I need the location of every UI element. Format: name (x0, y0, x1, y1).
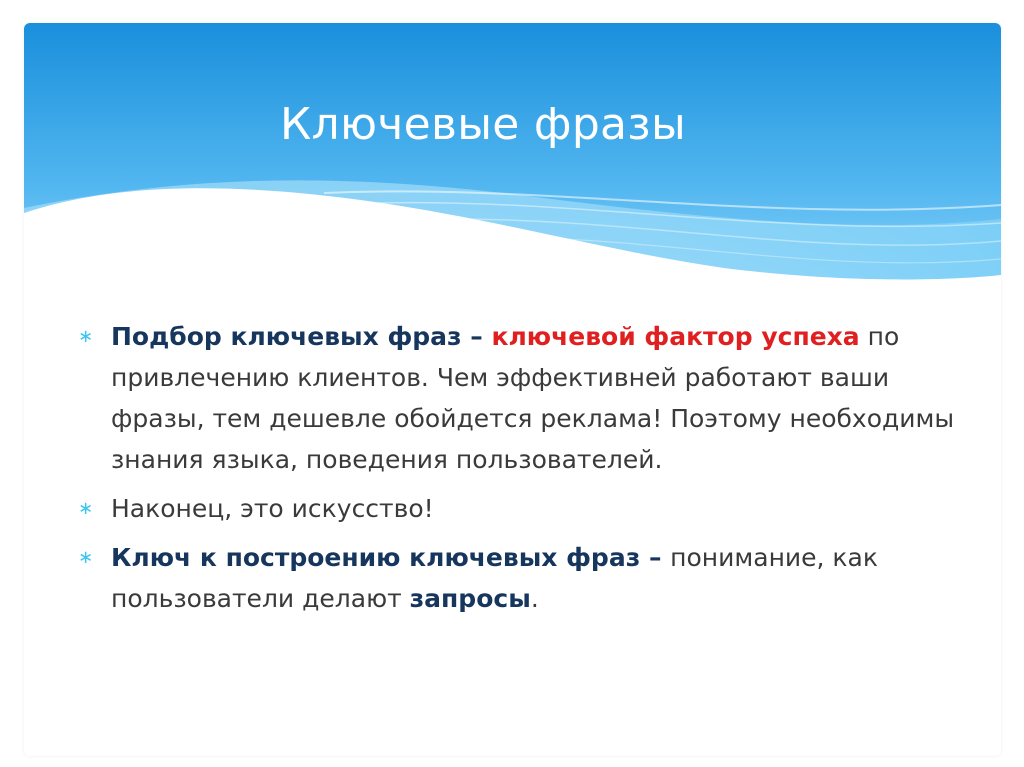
bullet-text: Наконец, это искусство! (111, 494, 434, 523)
presentation-slide (24, 23, 1001, 756)
asterisk-bullet-icon: ∗ (78, 326, 94, 347)
asterisk-bullet-icon: ∗ (78, 547, 94, 568)
bullet-text: понимание, как пользователи делают (111, 543, 878, 613)
slide-title: Ключевые фразы (280, 99, 687, 150)
bullet-text: . (530, 584, 539, 613)
bullet-text-dash: – (640, 543, 671, 572)
bullet-item (78, 488, 958, 529)
bullet-list (78, 316, 958, 627)
bullet-text-highlight: ключевой фактор успеха (491, 322, 860, 351)
bullet-text-bold: Подбор ключевых фраз (111, 322, 462, 351)
bullet-text-dash: – (461, 322, 492, 351)
asterisk-bullet-icon: ∗ (78, 498, 94, 519)
bullet-item (78, 316, 958, 480)
bullet-text: по привлечению клиентов. Чем эффективней работают ваши фразы, тем дешевле обойдется реклама! Поэтому необходимы знания языка, поведения пользователей. (111, 322, 955, 474)
header-wave-background (24, 23, 1001, 323)
bullet-text-bold: запросы (409, 584, 531, 613)
bullet-item (78, 537, 958, 619)
bullet-text-bold: Ключ к построению ключевых фраз (111, 543, 641, 572)
